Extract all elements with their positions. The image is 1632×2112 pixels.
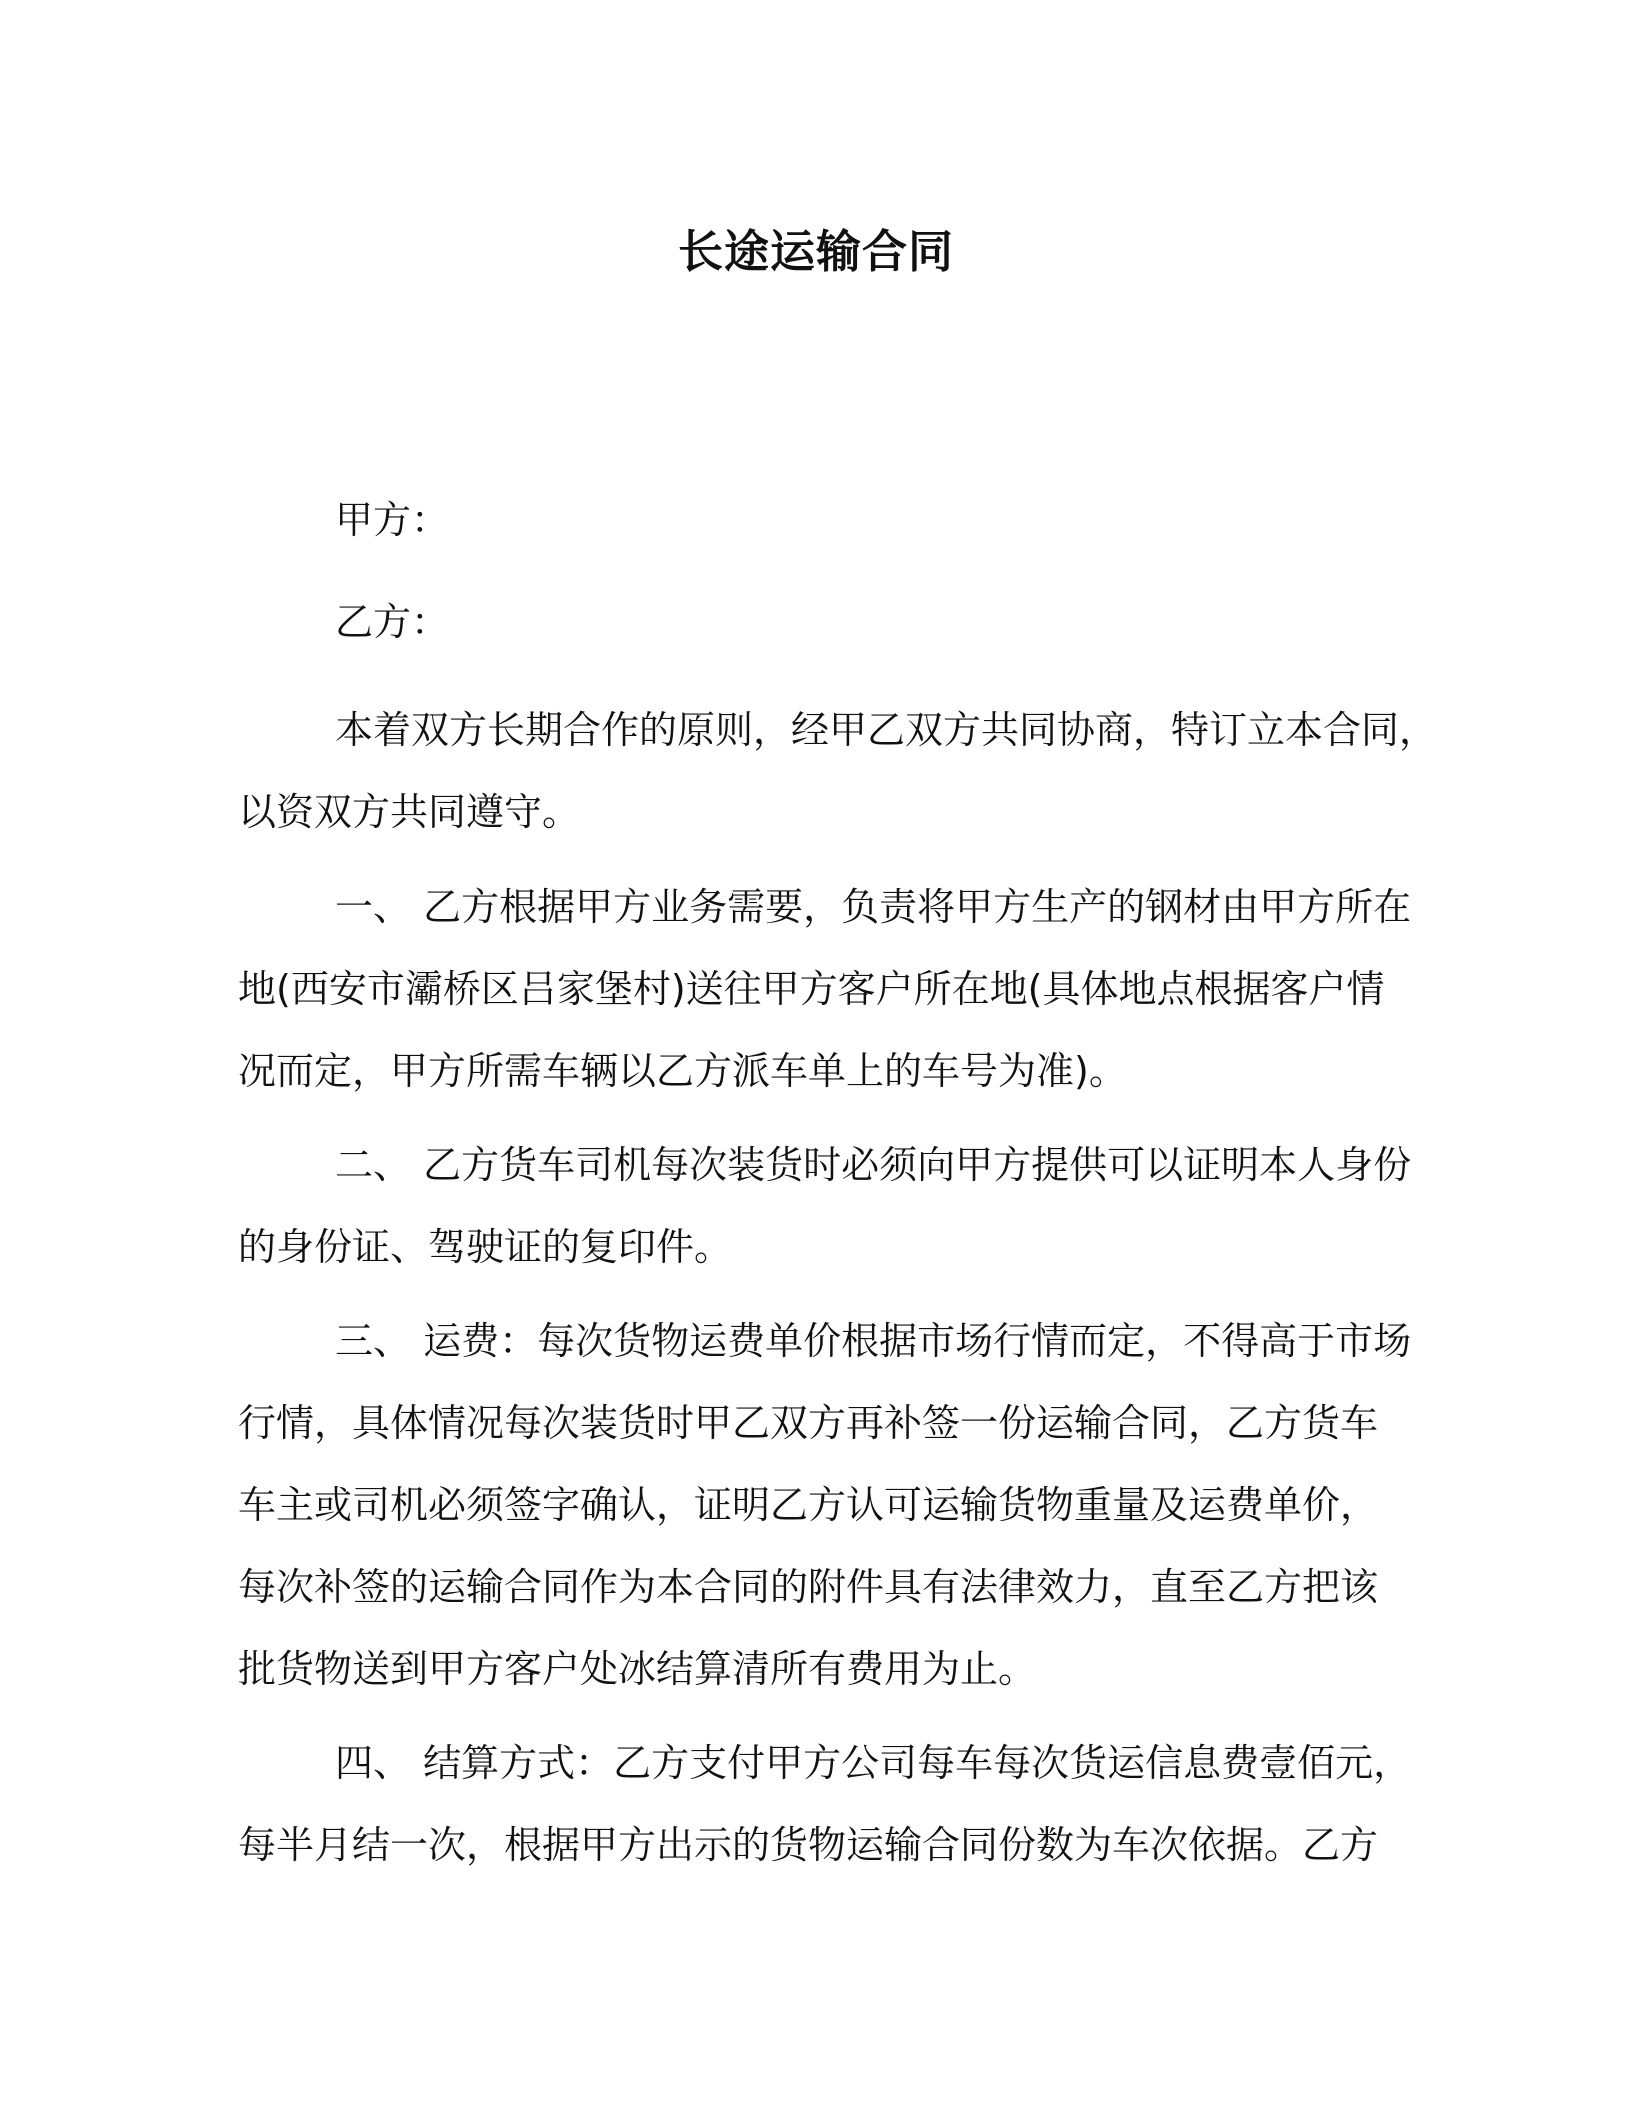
clause-3-line-1: 三、 运费：每次货物运费单价根据市场行情而定，不得高于市场 [335,1319,1412,1363]
clause-3-line-4: 每次补签的运输合同作为本合同的附件具有法律效力，直至乙方把该 [238,1565,1379,1609]
clause-1-line-1: 一、 乙方根据甲方业务需要，负责将甲方生产的钢材由甲方所在 [335,885,1412,929]
clause-4-paragraph [238,1722,1412,1886]
clause-1-paragraph [238,866,1412,1112]
clause-3-paragraph [238,1300,1412,1710]
clause-4-line-1: 四、 结算方式：乙方支付甲方公司每车每次货运信息费壹佰元， [335,1741,1412,1785]
clause-4-line-2: 每半月结一次，根据甲方出示的货物运输合同份数为车次依据。乙方 [238,1823,1379,1867]
clause-1-line-2: 地(西安市灞桥区吕家堡村)送往甲方客户所在地(具体地点根据客户情 [238,967,1385,1011]
party-b-label: 乙方： [335,600,450,644]
clause-3-line-3: 车主或司机必须签字确认，证明乙方认可运输货物重量及运费单价， [238,1483,1379,1527]
clause-2-line-2: 的身份证、驾驶证的复印件。 [238,1225,733,1269]
party-a-label: 甲方： [335,498,450,542]
document-title: 长途运输合同 [677,225,954,278]
clause-3-line-5: 批货物送到甲方客户处冰结算清所有费用为止。 [238,1647,1037,1691]
clause-1-line-3: 况而定，甲方所需车辆以乙方派车单上的车号为准)。 [238,1049,1127,1093]
intro-paragraph [238,689,1438,853]
clause-2-line-1: 二、 乙方货车司机每次装货时必须向甲方提供可以证明本人身份 [335,1143,1412,1187]
clause-2-paragraph [238,1124,1412,1288]
intro-line-1: 本着双方长期合作的原则，经甲乙双方共同协商，特订立本合同， [335,708,1438,752]
intro-line-2: 以资双方共同遵守。 [238,790,581,834]
clause-3-line-2: 行情，具体情况每次装货时甲乙双方再补签一份运输合同，乙方货车 [238,1401,1379,1445]
